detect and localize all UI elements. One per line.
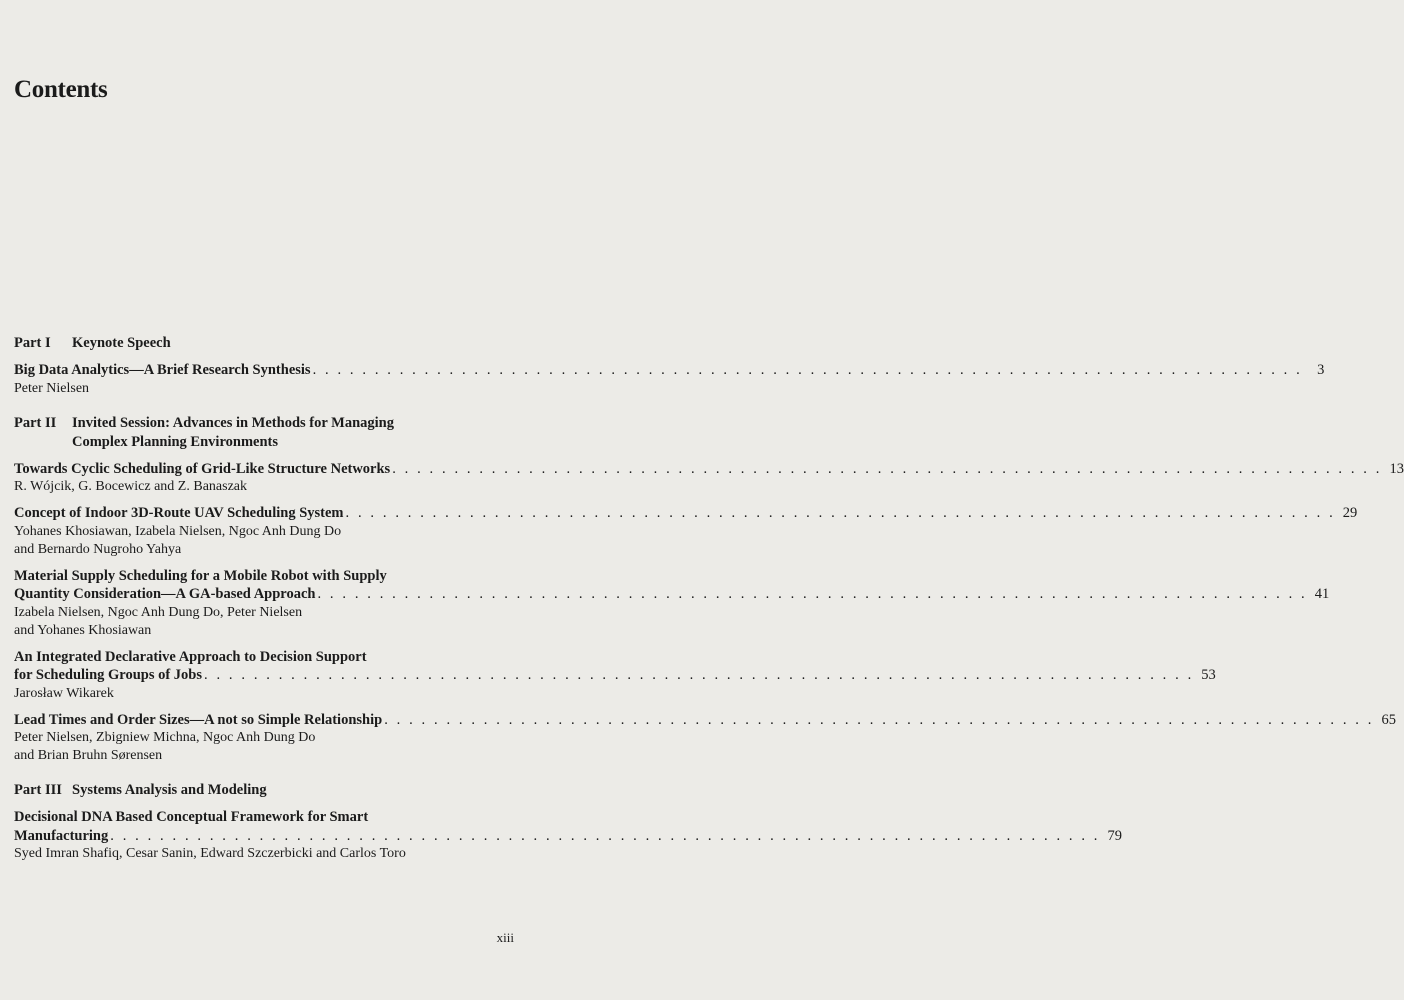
dot-leader: . . . . . . . . . . . . . . . . . . . . . . . . . . . . . . . . . . . . . . . . . . . . . . . . . . . . . . . . . . . . . . . . . . . . . . . . . . . . . . . . (392, 460, 1382, 477)
toc-entry (14, 460, 1404, 497)
part-gap (14, 773, 516, 781)
chapter-page-number: 79 (1107, 827, 1123, 844)
toc-entry (14, 567, 1330, 640)
chapter-title-last-line (14, 585, 1330, 604)
chapter-page-number: 41 (1314, 586, 1330, 602)
chapter-authors-line: Izabela Nielsen, Ngoc Anh Dung Do, Peter Nielsen (14, 604, 303, 620)
part-title (72, 334, 516, 353)
toc-entry (14, 711, 1396, 766)
part-gap (14, 406, 516, 414)
part-number: Part III (14, 782, 62, 798)
toc-entry (14, 504, 1358, 559)
chapter-title-last-line (14, 666, 1216, 685)
part-title-line: Complex Planning Environments (72, 433, 278, 450)
chapter-title-text: Big Data Analytics—A Brief Research Synthesis (14, 362, 311, 378)
part-heading (14, 334, 516, 353)
part-title (72, 781, 516, 800)
chapter-authors-line: Yohanes Khosiawan, Izabela Nielsen, Ngoc Anh Dung Do (14, 523, 342, 539)
page-number: xiii (496, 930, 514, 945)
chapter-title-last-line (14, 460, 1404, 479)
chapter-title-last-line (14, 504, 1358, 523)
part-heading (14, 414, 516, 452)
dot-leader: . . . . . . . . . . . . . . . . . . . . . . . . . . . . . . . . . . . . . . . . . . . . . . . . . . . . . . . . . . . . . . . . . . . . . . . . . . . . . . . . (312, 362, 1303, 378)
part-title-line: Invited Session: Advances in Methods for Managing (72, 414, 394, 431)
chapter-title-text: Manufacturing (14, 827, 109, 844)
chapter-title-line: Material Supply Scheduling for a Mobile Robot with Supply (14, 567, 387, 584)
chapter-page-number: 53 (1201, 667, 1216, 683)
toc-entry (14, 808, 1123, 863)
dot-leader: . . . . . . . . . . . . . . . . . . . . . . . . . . . . . . . . . . . . . . . . . . . . . . . . . . . . . . . . . . . . . . . . . . . . . . . . . . . . . . . . (317, 586, 1308, 602)
part-title (72, 414, 516, 452)
chapter-title-text: for Scheduling Groups of Jobs (14, 667, 203, 683)
chapter-title-last-line (14, 711, 1396, 730)
chapter-authors-line: Peter Nielsen, Zbigniew Michna, Ngoc Anh Dung Do (14, 730, 316, 745)
chapter-authors-line: and Bernardo Nugroho Yahya (14, 541, 182, 557)
chapter-title-line: Decisional DNA Based Conceptual Framework for Smart (14, 809, 369, 825)
chapter-title-line: An Integrated Declarative Approach to Decision Support (14, 648, 367, 665)
chapter-authors-line: and Brian Bruhn Sørensen (14, 748, 163, 763)
table-of-contents (14, 334, 1404, 871)
chapter-title-last-line (14, 827, 1123, 846)
chapter-page-number: 13 (1389, 460, 1404, 477)
toc-entry (14, 361, 1325, 398)
chapter-page-number: 29 (1342, 505, 1358, 521)
part-number: Part II (14, 414, 57, 431)
part-title-line: Systems Analysis and Modeling (72, 782, 267, 798)
chapter-page-number: 65 (1381, 711, 1396, 728)
part-number: Part I (14, 335, 51, 351)
chapter-title-text: Concept of Indoor 3D-Route UAV Scheduling System (14, 505, 344, 521)
chapter-page-number: 3 (1317, 362, 1325, 378)
chapter-authors-line: R. Wójcik, G. Bocewicz and Z. Banaszak (14, 479, 248, 494)
dot-leader: . . . . . . . . . . . . . . . . . . . . . . . . . . . . . . . . . . . . . . . . . . . . . . . . . . . . . . . . . . . . . . . . . . . . . . . . . . . . . . . . (384, 711, 1374, 728)
chapter-authors-line: Peter Nielsen (14, 380, 90, 396)
chapter-authors-line: and Yohanes Khosiawan (14, 622, 152, 638)
toc-entry (14, 648, 1216, 703)
dot-leader: . . . . . . . . . . . . . . . . . . . . . . . . . . . . . . . . . . . . . . . . . . . . . . . . . . . . . . . . . . . . . . . . . . . . . . . . . . . . . . . . (345, 505, 1336, 521)
chapter-title-last-line (14, 361, 1325, 380)
dot-leader: . . . . . . . . . . . . . . . . . . . . . . . . . . . . . . . . . . . . . . . . . . . . . . . . . . . . . . . . . . . . . . . . . . . . . . . . . . . . . . . . (110, 827, 1101, 844)
chapter-title-text: Towards Cyclic Scheduling of Grid-Like Structure Networks (14, 460, 391, 477)
part-heading (14, 781, 516, 800)
chapter-title-text: Quantity Consideration—A GA-based Approach (14, 586, 316, 602)
chapter-title-text: Lead Times and Order Sizes—A not so Simple Relationship (14, 711, 383, 728)
part-title-line: Keynote Speech (72, 335, 171, 351)
dot-leader: . . . . . . . . . . . . . . . . . . . . . . . . . . . . . . . . . . . . . . . . . . . . . . . . . . . . . . . . . . . . . . . . . . . . . . . . . . . . . . . . (204, 667, 1194, 683)
page-title: Contents (14, 76, 108, 103)
chapter-authors-line: Syed Imran Shafiq, Cesar Sanin, Edward Szczerbicki and Carlos Toro (14, 846, 406, 861)
chapter-authors-line: Jarosław Wikarek (14, 685, 114, 701)
